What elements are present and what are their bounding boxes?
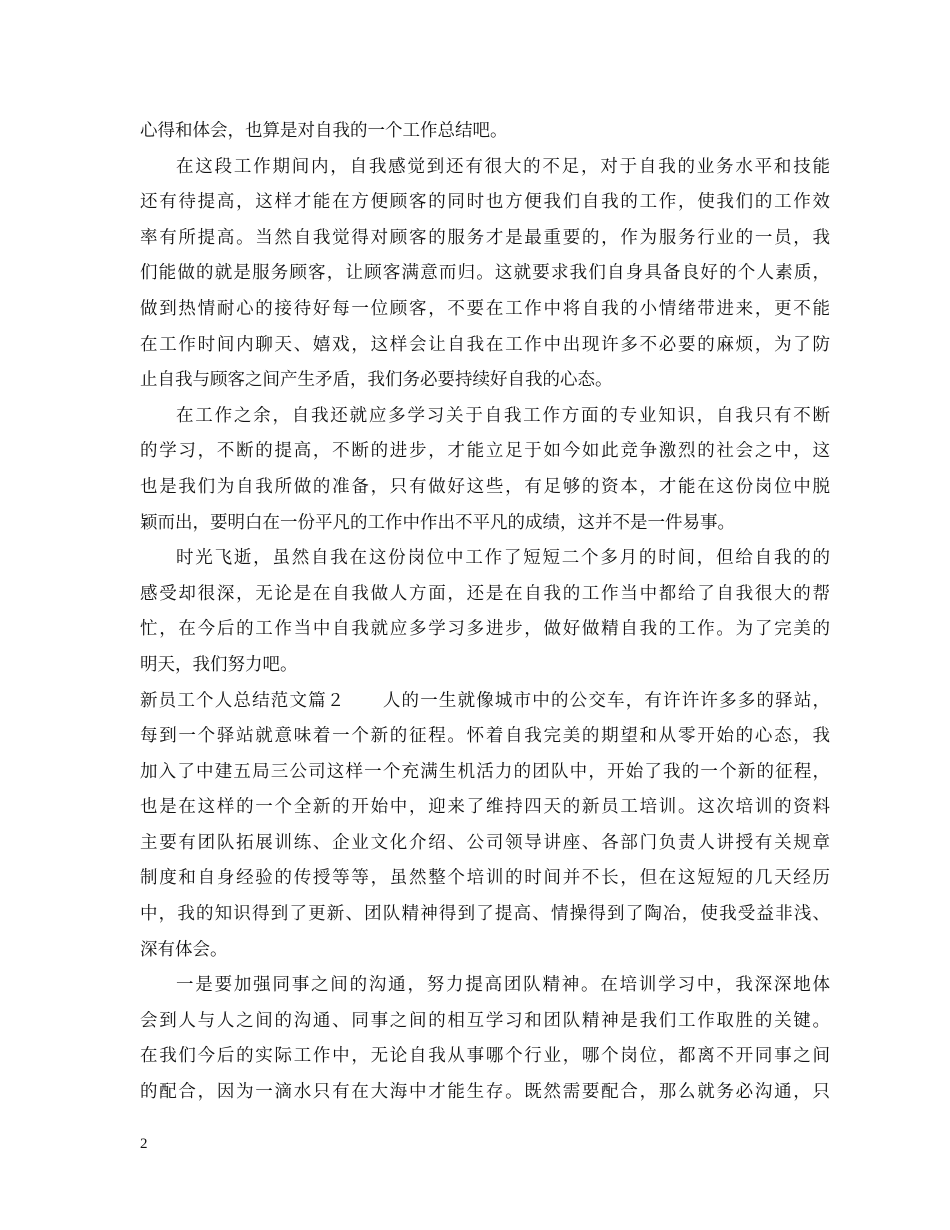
text-line: 在我们今后的实际工作中，无论自我从事哪个行业，哪个岗位，都离不开同事之间: [140, 1046, 830, 1067]
text-line: 的配合，因为一滴水只有在大海中才能生存。既然需要配合，那么就务必沟通，只: [140, 1082, 830, 1103]
text-line: 会到人与人之间的沟通、同事之间的相互学习和团队精神是我们工作取胜的关键。: [140, 1010, 830, 1031]
text-line: 心得和体会，也算是对自我的一个工作总结吧。: [140, 121, 508, 141]
text-line: 也是我们为自我所做的准备，只有做好这些，有足够的资本，才能在这份岗位中脱: [140, 476, 830, 497]
text-line: 一是要加强同事之间的沟通，努力提高团队精神。在培训学习中，我深深地体: [176, 975, 830, 996]
text-line: 还有待提高，这样才能在方便顾客的同时也方便我们自我的工作，使我们的工作效: [140, 192, 830, 213]
text-line: 中，我的知识得到了更新、团队精神得到了提高、情操得到了陶冶，使我受益非浅、: [140, 904, 830, 925]
text-line: 加入了中建五局三公司这样一个充满生机活力的团队中，开始了我的一个新的征程，: [140, 761, 830, 782]
text-line: 在这段工作期间内，自我感觉到还有很大的不足，对于自我的业务水平和技能: [176, 156, 830, 177]
text-line: 做到热情耐心的接待好每一位顾客，不要在工作中将自我的小情绪带进来，更不能: [140, 298, 830, 319]
text-line: 率有所提高。当然自我觉得对顾客的服务才是最重要的，作为服务行业的一员，我: [140, 227, 830, 248]
document-body: [140, 114, 830, 1111]
text-line: 感受却很深，无论是在自我做人方面，还是在自我的工作当中都给了自我很大的帮: [140, 583, 830, 604]
text-line: 也是在这样的一个全新的开始中，迎来了维持四天的新员工培训。这次培训的资料: [140, 797, 830, 818]
text-line: 的学习，不断的提高，不断的进步，才能立足于如今如此竞争激烈的社会之中，这: [140, 441, 830, 462]
text-line: 们能做的就是服务顾客，让顾客满意而归。这就要求我们自身具备良好的个人素质，: [140, 263, 830, 284]
text-line: 深有体会。: [140, 939, 228, 960]
text-line: 制度和自身经验的传授等等，虽然整个培训的时间并不长，但在这短短的几天经历: [140, 868, 830, 889]
page-number: 2: [140, 1136, 148, 1152]
text-line: 明天，我们努力吧。: [140, 654, 298, 675]
text-line: 止自我与顾客之间产生矛盾，我们务必要持续好自我的心态。: [140, 370, 613, 391]
text-line: 在工作之余，自我还就应多学习关于自我工作方面的专业知识，自我只有不断: [176, 405, 830, 426]
text-line: 在工作时间内聊天、嬉戏，这样会让自我在工作中出现许多不必要的麻烦，为了防: [140, 334, 830, 355]
text-line: 主要有团队拓展训练、企业文化介绍、公司领导讲座、各部门负责人讲授有关规章: [140, 832, 830, 853]
text-line: 每到一个驿站就意味着一个新的征程。怀着自我完美的期望和从零开始的心态，我: [140, 726, 830, 747]
text-line: 颖而出，要明白在一份平凡的工作中作出不平凡的成绩，这并不是一件易事。: [140, 512, 735, 533]
text-line: 忙，在今后的工作当中自我就应多学习多进步，做好做精自我的工作。为了完美的: [140, 619, 830, 640]
text-line: 时光飞逝，虽然自我在这份岗位中工作了短短二个多月的时间，但给自我的的: [176, 548, 830, 569]
text-line: 新员工个人总结范文篇２ 人的一生就像城市中的公交车，有许许许多多的驿站，: [140, 690, 830, 711]
